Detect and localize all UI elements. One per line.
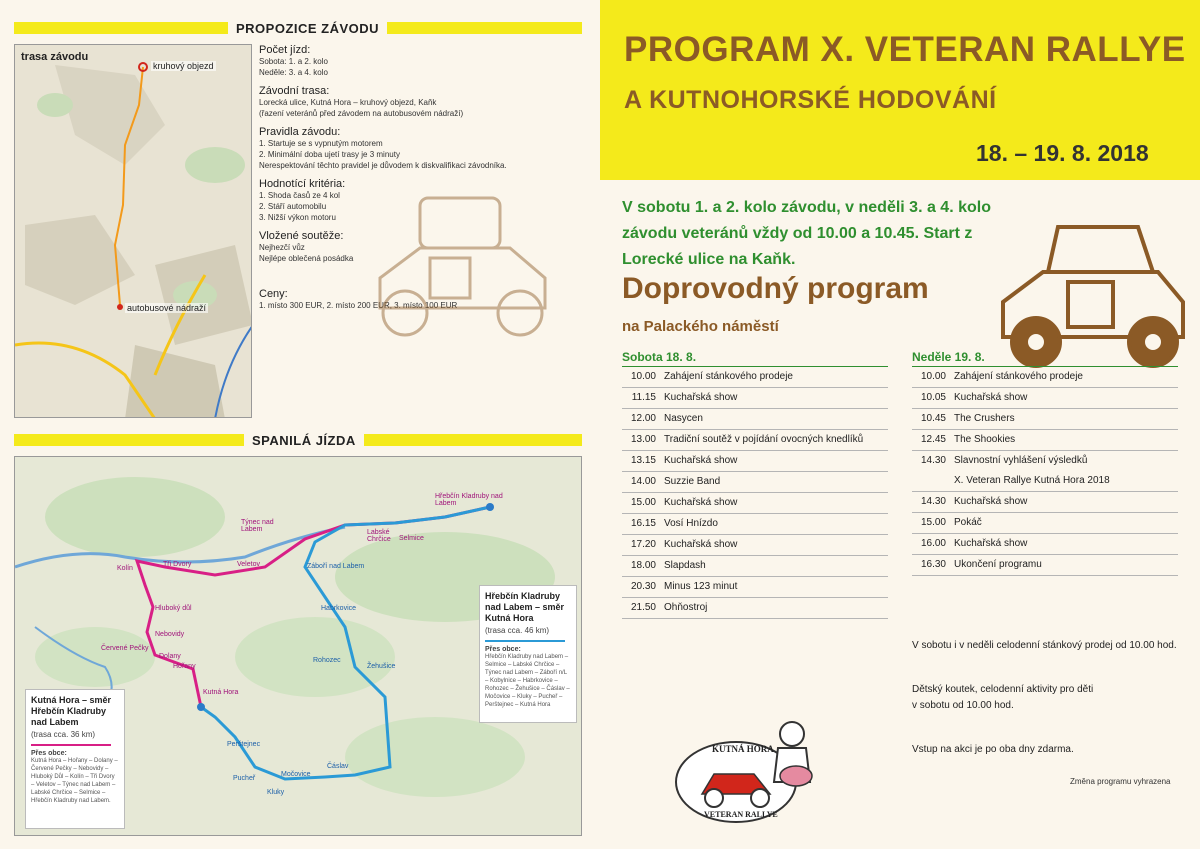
schedule-time: 20.30: [630, 581, 656, 592]
rules-heading-criteria: Hodnotící kritéria:: [259, 178, 346, 190]
town-label: Labské Chrčice: [367, 529, 391, 543]
schedule-time: 13.15: [630, 455, 656, 466]
schedule-time: 16.15: [630, 518, 656, 529]
schedule-row: [622, 514, 888, 535]
schedule-desc: Tradiční soutěž v pojídání ovocných knedlíků: [664, 434, 864, 445]
town-label: Dolany: [159, 653, 181, 660]
town-label: Kluky: [267, 789, 285, 796]
schedule-row: [622, 472, 888, 493]
schedule-time: 10.05: [920, 392, 946, 403]
stalls-note: V sobotu i v neděli celodenní stánkový prodej od 10.00 hod.: [912, 640, 1177, 651]
schedule-desc: Nasycen: [664, 413, 703, 424]
town-label: Selmice: [399, 535, 424, 542]
logo-top-text: KUTNÁ HORA: [712, 744, 774, 754]
race-route-map: [14, 44, 252, 418]
rules-heading-prizes: Ceny:: [259, 288, 288, 300]
schedule-desc: Kuchařská show: [954, 496, 1028, 507]
rules-heading-count: Počet jízd:: [259, 44, 311, 56]
schedule-row: [912, 492, 1178, 513]
schedule-row: [622, 409, 888, 430]
town-label: Pucheř: [233, 775, 256, 782]
schedule-row: [622, 598, 888, 619]
schedule-desc: Slapdash: [664, 560, 706, 571]
route-box-via: Hřebčín Kladruby nad Labem – Selmice – Labské Chrčice – Týnec nad Labem – Záboří n/L – Kobylnice – Habrkovice – Rohozec – Žehušice – Čáslav – Močovice – Kluky – Pucheř – Perštejnec – Kutná Hora: [485, 654, 570, 708]
schedule-row: [622, 451, 888, 472]
rules-line: Neděle: 3. a 4. kolo: [259, 68, 328, 77]
rules-heading-contests: Vložené soutěže:: [259, 230, 344, 242]
town-label: Kutná Hora: [203, 689, 239, 696]
schedule-time: 10.00: [630, 371, 656, 382]
rules-heading-route: Závodní trasa:: [259, 85, 330, 97]
schedule-desc: Kuchařská show: [664, 392, 738, 403]
route-box-via: Kutná Hora – Hořany – Dolany – Červené Pečky – Nebovidy – Hluboký Důl – Kolín – Tři Dvory – Veletov – Týnec nad Labem – Labské Chrčice – Selmice – Hřebčín Kladruby nad Labem.: [31, 758, 118, 804]
schedule-row: [912, 471, 1178, 492]
schedule-time: 12.00: [630, 413, 656, 424]
left-panel: [0, 0, 596, 849]
schedule-row: [912, 367, 1178, 388]
rallye-logo: [674, 712, 834, 830]
schedule-time: 16.30: [920, 559, 946, 570]
schedule-time: 15.00: [920, 517, 946, 528]
route-box-title: Hřebčín Kladruby nad Labem – směr Kutná Hora: [485, 591, 565, 623]
town-label: Veletov: [237, 561, 260, 568]
vintage-car-illustration: [360, 178, 560, 348]
rules-line: 1. Shoda časů ze 4 kol: [259, 191, 340, 200]
schedule-row: [622, 577, 888, 598]
schedule-desc: Zahájení stánkového prodeje: [954, 371, 1083, 382]
route-box-distance: (trasa cca. 36 km): [31, 730, 96, 739]
schedule-desc: Suzzie Band: [664, 476, 721, 487]
spanila-title: SPANILÁ JÍZDA: [244, 433, 364, 448]
schedule-row: [622, 367, 888, 388]
schedule-time: 13.00: [630, 434, 656, 445]
schedule-row: [622, 430, 888, 451]
schedule-time: 10.00: [920, 371, 946, 382]
roundabout-label: kruhový objezd: [153, 61, 214, 71]
rules-line: Nerespektování těchto pravidel je důvodem k diskvalifikaci závodníka.: [259, 161, 507, 170]
schedule-row: [912, 430, 1178, 451]
rules-line: 1. Startuje se s vypnutým motorem: [259, 139, 383, 148]
schedule-row: [912, 409, 1178, 430]
saturday-schedule: [622, 350, 888, 619]
schedule-desc: Vosí Hnízdo: [664, 518, 718, 529]
schedule-row: [622, 535, 888, 556]
schedule-row: [912, 555, 1178, 576]
kids-note: Dětský koutek, celodenní aktivity pro děti: [912, 684, 1094, 695]
town-label: Červené Pečky: [101, 645, 149, 652]
town-label: Žehušice: [367, 663, 396, 670]
schedule-desc: X. Veteran Rallye Kutná Hora 2018: [954, 475, 1110, 486]
rules-line: Sobota: 1. a 2. kolo: [259, 57, 328, 66]
schedule-desc: Kuchařská show: [954, 392, 1028, 403]
town-label: Tři Dvory: [163, 561, 192, 568]
rules-line: Nejlépe oblečená posádka: [259, 254, 354, 263]
schedule-desc: Kuchařská show: [664, 539, 738, 550]
town-label: Hluboký důl: [155, 605, 192, 612]
schedule-desc: The Crushers: [954, 413, 1015, 424]
town-label: Čáslav: [327, 763, 349, 770]
rules-line: Lorecká ulice, Kutná Hora – kruhový objezd, Kaňk: [259, 98, 437, 107]
schedule-desc: Kuchařská show: [664, 497, 738, 508]
race-route-map-graphic: [15, 45, 252, 418]
schedule-time: 17.20: [630, 539, 656, 550]
schedule-row: [622, 493, 888, 514]
schedule-row: [912, 388, 1178, 409]
schedule-time: 14.00: [630, 476, 656, 487]
rules-line: 2. Minimální doba ujetí trasy je 3 minuty: [259, 150, 400, 159]
sunday-schedule: [912, 350, 1178, 576]
program-title: PROGRAM X. VETERAN RALLYE: [624, 30, 1186, 69]
schedule-time: 18.00: [630, 560, 656, 571]
schedule-time: 15.00: [630, 497, 656, 508]
blue-route-swatch: [485, 640, 565, 642]
schedule-desc: Ohňostroj: [664, 602, 708, 613]
town-label: Kolín: [117, 565, 133, 572]
schedule-time: 16.00: [920, 538, 946, 549]
rules-heading-rules: Pravidla závodu:: [259, 126, 341, 138]
pink-route-swatch: [31, 744, 111, 746]
kids-note-time: v sobotu od 10.00 hod.: [912, 700, 1014, 711]
schedule-desc: Kuchařská show: [954, 538, 1028, 549]
race-route-map-title: trasa závodu: [21, 51, 89, 63]
program-subtitle: A KUTNOHORSKÉ HODOVÁNÍ: [624, 86, 997, 114]
town-label: Hořany: [173, 663, 196, 670]
change-note: Změna programu vyhrazena: [1070, 777, 1171, 786]
route-box-via-heading: Přes obce:: [485, 646, 521, 653]
bus-station-label: autobusové nádraží: [127, 303, 207, 313]
right-panel: [600, 0, 1200, 849]
logo-bottom-text: VETERAN RALLYE: [704, 810, 778, 819]
town-label: Hřebčín Kladruby nad Labem: [435, 493, 503, 507]
rules-line: 2. Stáří automobilu: [259, 202, 327, 211]
schedule-row: [912, 534, 1178, 555]
saturday-heading: Sobota 18. 8.: [622, 350, 888, 367]
schedule-row: [622, 388, 888, 409]
route-box-title: Kutná Hora – směr Hřebčín Kladruby nad Labem: [31, 695, 112, 727]
schedule-desc: Kuchařská show: [664, 455, 738, 466]
town-label: Záboří nad Labem: [307, 563, 365, 570]
rules-line: 1. místo 300 EUR, 2. místo 200 EUR, 3. místo 100 EUR: [259, 301, 458, 310]
town-label: Habrkovice: [321, 605, 357, 612]
town-label: Nebovidy: [155, 631, 185, 638]
rules-line: 3. Nižší výkon motoru: [259, 213, 336, 222]
schedule-row: [912, 451, 1178, 471]
side-program-title: Doprovodný program: [622, 272, 929, 305]
town-label: Týnec nad Labem: [241, 519, 274, 533]
town-label: Perštejnec: [227, 741, 261, 748]
side-program-subtitle: na Palackého náměstí: [622, 318, 779, 335]
program-date: 18. – 19. 8. 2018: [976, 140, 1149, 166]
rules-line: Nejhezčí vůz: [259, 243, 305, 252]
schedule-time: 14.30: [920, 496, 946, 507]
town-label: Rohozec: [313, 657, 341, 664]
route-box-distance: (trasa cca. 46 km): [485, 626, 550, 635]
propozice-title: PROPOZICE ZÁVODU: [228, 21, 387, 36]
route-box-to-kladruby: [25, 689, 125, 829]
race-schedule-info: V sobotu 1. a 2. kolo závodu, v neděli 3. a 4. kolo závodu veteránů vždy od 10.00 a 10.45. Start z Lorecké ulice na Kaňk.: [622, 199, 991, 268]
route-box-via-heading: Přes obce:: [31, 750, 67, 757]
schedule-row: [622, 556, 888, 577]
schedule-desc: The Shookies: [954, 434, 1016, 445]
schedule-desc: Ukončení programu: [954, 559, 1042, 570]
rules-line: (řazení veteránů před závodem na autobusovém nádraží): [259, 109, 464, 118]
schedule-time: 21.50: [630, 602, 656, 613]
entry-note: Vstup na akci je po oba dny zdarma.: [912, 744, 1074, 755]
schedule-time: 11.15: [631, 392, 656, 403]
schedule-desc: Slavnostní vyhlášení výsledků: [954, 455, 1088, 466]
schedule-time: 10.45: [920, 413, 946, 424]
sunday-heading: Neděle 19. 8.: [912, 350, 1178, 367]
schedule-desc: Minus 123 minut: [664, 581, 738, 592]
schedule-row: [912, 513, 1178, 534]
schedule-desc: Pokáč: [954, 517, 982, 528]
parade-route-map: [14, 456, 582, 836]
schedule-time: 12.45: [920, 434, 946, 445]
schedule-desc: Zahájení stánkového prodeje: [664, 371, 793, 382]
schedule-time: 14.30: [920, 455, 946, 466]
town-label: Močovice: [281, 771, 311, 778]
route-box-to-kutna-hora: [479, 585, 577, 723]
schedule-time: [912, 471, 954, 491]
